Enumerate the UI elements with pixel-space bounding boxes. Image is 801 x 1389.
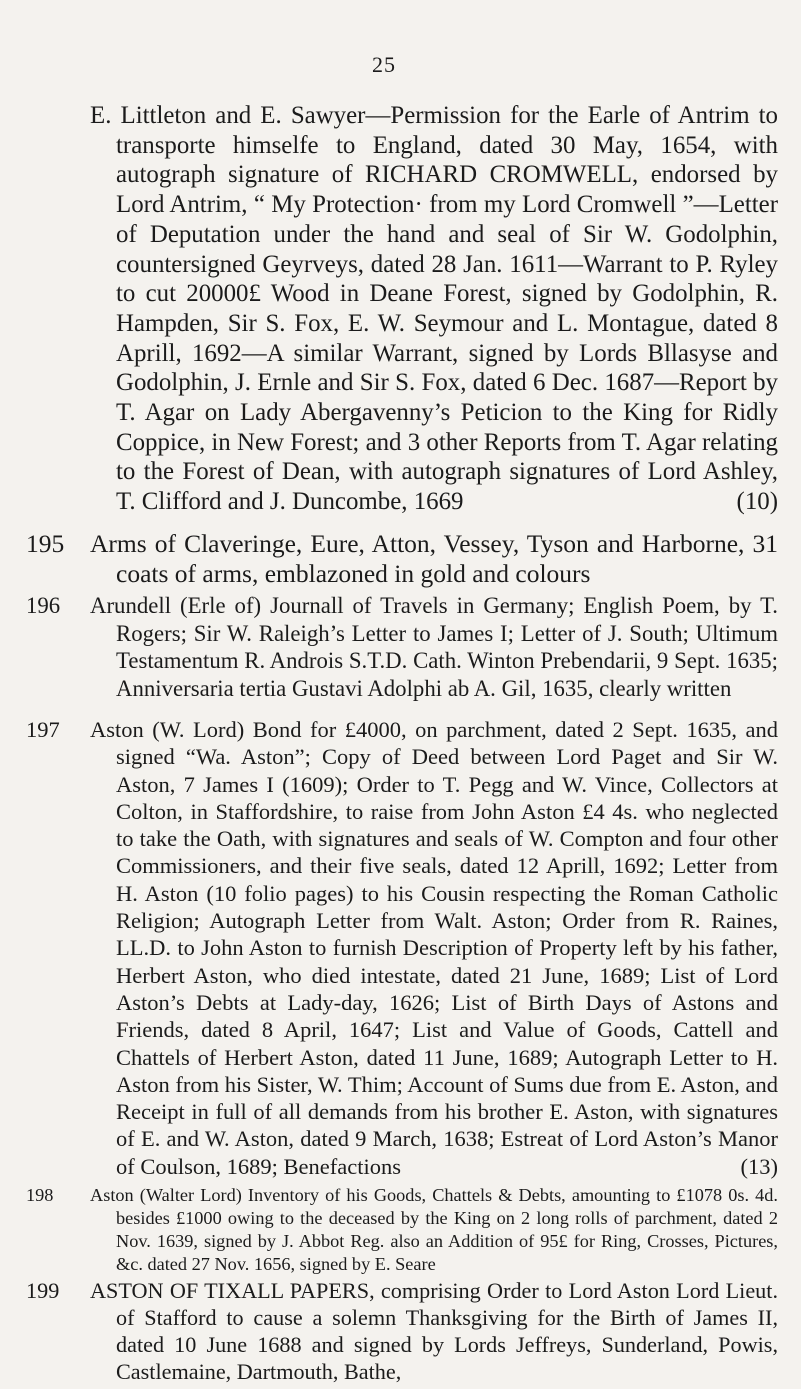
lot-text: E. Littleton and E. Sawyer—Permission for the Earle of Antrim to transporte himselfe to England, dated 30 May, 1654, with autograph signature of RICHARD CROMWELL, endorsed by Lord Antrim, “ My Protection· from my Lord Cromwell ”—Letter of Deputation under the hand and seal of Sir W. Godolphin, countersigned Geyrveys, dated 28 Jan. 1611—Warrant to P. Ryley to cut 20000£ Wood in Deane Forest, signed by Godolphin, R. Hampden, Sir S. Fox, E. W. Seymour and L. Montague, dated 8 Aprill, 1692—A similar Warrant, signed by Lords Bllasyse and Godolphin, J. Ernle and Sir S. Fox, dated 6 Dec. 1687—Report by T. Agar on Lady Abergavenny’s Peticion to the King for Ridly Coppice, in New Forest; and 3 other Reports from T. Agar relating to the Forest of Dean, with autograph signatures of Lord Ashley, T. Clifford and J. Duncombe, 1669 — [90, 102, 778, 516]
lot-number: 195 — [26, 529, 65, 558]
lot-entry — [0, 101, 801, 517]
lot-text: Aston (Walter Lord) Inventory of his Goods, Chattels & Debts, amounting to £1078 0s. 4d. besides £1000 owing to the deceased by the King on 2 long rolls of parchment, dated 2 Nov. 1639, signed by J. Abbot Reg. also an Addition of 95£ for Ring, Crosses, Pictures, &c. dated 27 Nov. 1656, signed by E. Seare — [90, 1185, 778, 1275]
lot-description — [90, 1277, 778, 1385]
lot-entry — [0, 716, 801, 1180]
lot-text: Arundell (Erle of) Journall of Travels in Germany; English Poem, by T. Rogers; Sir W. Raleigh’s Letter to James I; Letter of J. South; Ultimum Testamentum R. Androis S.T.D. Cath. Winton Prebendarii, 9 Sept. 1635; Anniversaria tertia Gustavi Adolphi ab A. Gil, 1635, clearly written — [90, 593, 778, 701]
lot-entry — [0, 1277, 801, 1385]
lot-number: 199 — [26, 1278, 60, 1303]
lot-number: 197 — [26, 717, 60, 742]
lot-description — [90, 716, 778, 1180]
lot-description — [90, 529, 778, 590]
lot-entry — [0, 592, 801, 702]
lot-item-count: (13) — [740, 1153, 778, 1179]
lot-text: ASTON OF TIXALL PAPERS, comprising Order to Lord Aston Lord Lieut. of Stafford to cause a solemn Thanksgiving for the Birth of James II, dated 10 June 1688 and signed by Lords Jeffreys, Sunderland, Powis, Castlemaine, Dartmouth, Bathe, — [90, 1278, 778, 1384]
lot-text: Arms of Claveringe, Eure, Atton, Vessey, Tyson and Harborne, 31 coats of arms, emblazoned in gold and colours — [90, 529, 778, 589]
lot-number: 198 — [26, 1185, 54, 1205]
page-number: 25 — [372, 52, 396, 77]
lot-number: 196 — [26, 593, 61, 618]
lot-description — [90, 1184, 778, 1276]
lot-item-count: (10) — [736, 488, 778, 516]
lot-entry — [0, 1184, 801, 1276]
lot-description — [90, 592, 778, 702]
lot-text: Aston (W. Lord) Bond for £4000, on parchment, dated 2 Sept. 1635, and signed “Wa. Aston”; Copy of Deed between Lord Paget and Sir W. Aston, 7 James I (1609); Order to T. Pegg and W. Vince, Collectors at Colton, in Staffordshire, to raise from John Aston £4 4s. who neglected to take the Oath, with signatures and seals of W. Compton and four other Commissioners, and their five seals, dated 12 Aprill, 1692; Letter from H. Aston (10 folio pages) to his Cousin respecting the Roman Catholic Religion; Autograph Letter from Walt. Aston; Order from R. Raines, LL.D. to John Aston to furnish Description of Property left by his father, Herbert Aston, who died intestate, dated 21 June, 1689; List of Lord Aston’s Debts at Lady-day, 1626; List of Birth Days of Astons and Friends, dated 8 April, 1647; List and Value of Goods, Cattell and Chattels of Herbert Aston, dated 11 June, 1689; Autograph Letter to H. Aston from his Sister, W. Thim; Account of Sums due from E. Aston, and Receipt in full of all demands from his brother E. Aston, with signatures of E. and W. Aston, dated 9 March, 1638; Estreat of Lord Aston’s Manor of Coulson, 1689; Benefactions — [90, 717, 778, 1179]
lot-description — [90, 101, 778, 517]
lot-entry — [0, 529, 801, 590]
